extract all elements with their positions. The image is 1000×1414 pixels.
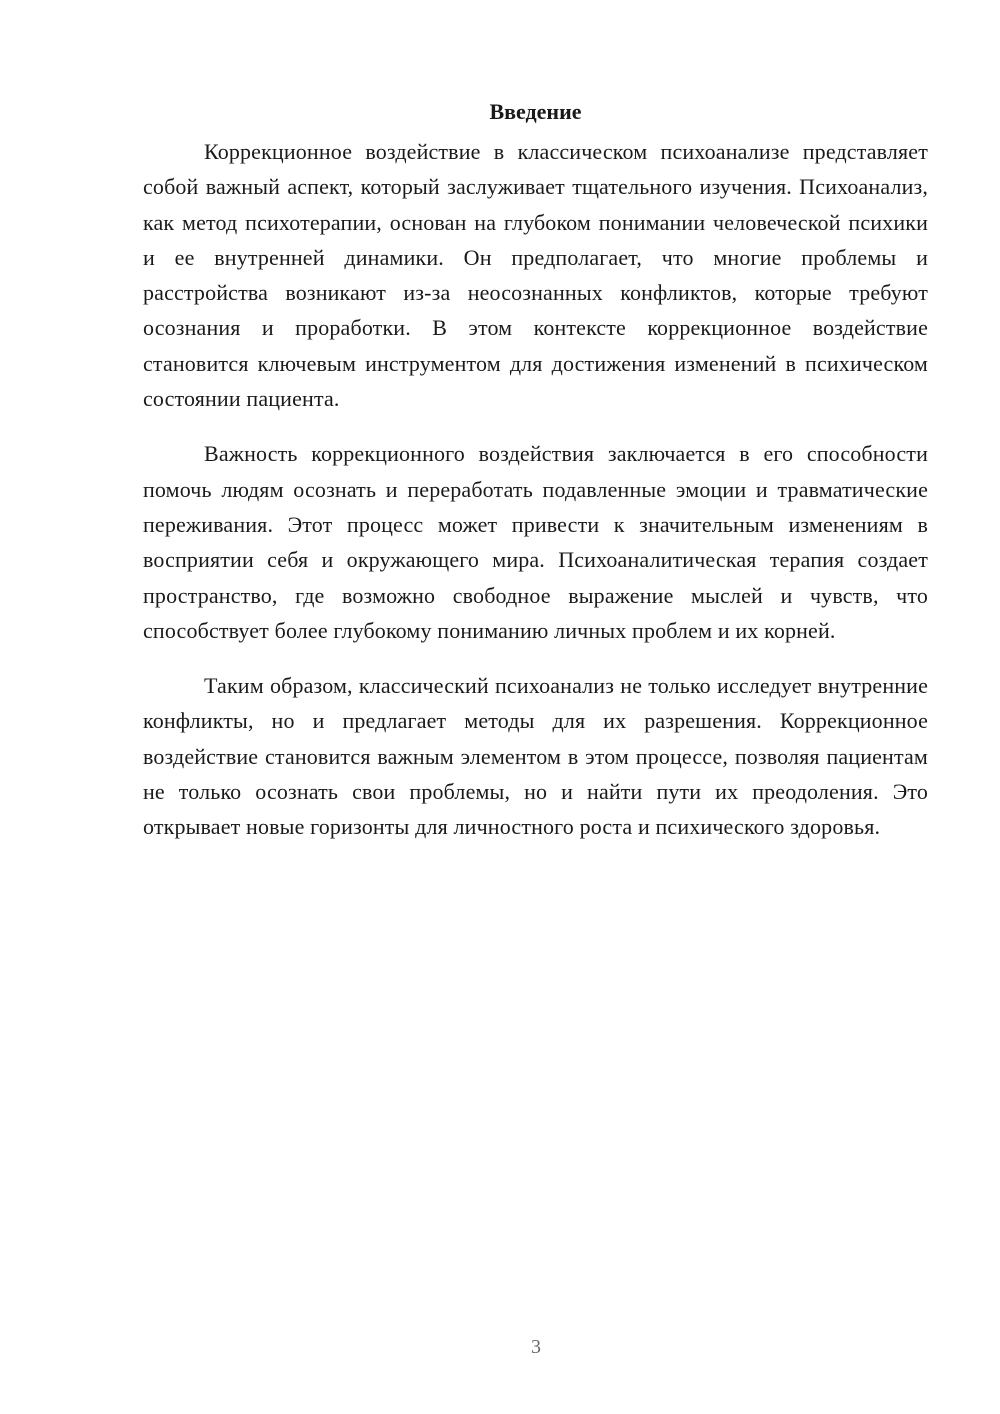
paragraph-2: Важность коррекционного воздействия заключается в его способности помочь людям осознать и переработать подавленные эмоции и травматические переживания. Этот процесс может привести к значительным изменениям в восприятии себя и окружающего мира. Психоаналитическая терапия создает пространство, где возможно свободное выражение мыслей и чувств, что способствует более глубокому пониманию личных проблем и их корней. [143, 441, 928, 643]
page-content [143, 98, 928, 865]
page-number: 3 [531, 1336, 541, 1358]
section-title: Введение [489, 99, 582, 124]
paragraph-3: Таким образом, классический психоанализ не только исследует внутренние конфликты, но и предлагает методы для их разрешения. Коррекционное воздействие становится важным элементом в этом процессе, позволяя пациентам не только осознать свои проблемы, но и найти пути их преодоления. Это открывает новые горизонты для личностного роста и психического здоровья. [143, 673, 928, 840]
paragraph-1: Коррекционное воздействие в классическом психоанализе представляет собой важный аспект, который заслуживает тщательного изучения. Психоанализ, как метод психотерапии, основан на глубоком понимании человеческой психики и ее внутренней динамики. Он предполагает, что многие проблемы и расстройства возникают из-за неосознанных конфликтов, которые требуют осознания и проработки. В этом контексте коррекционное воздействие становится ключевым инструментом для достижения изменений в психическом состоянии пациента. [143, 139, 928, 412]
